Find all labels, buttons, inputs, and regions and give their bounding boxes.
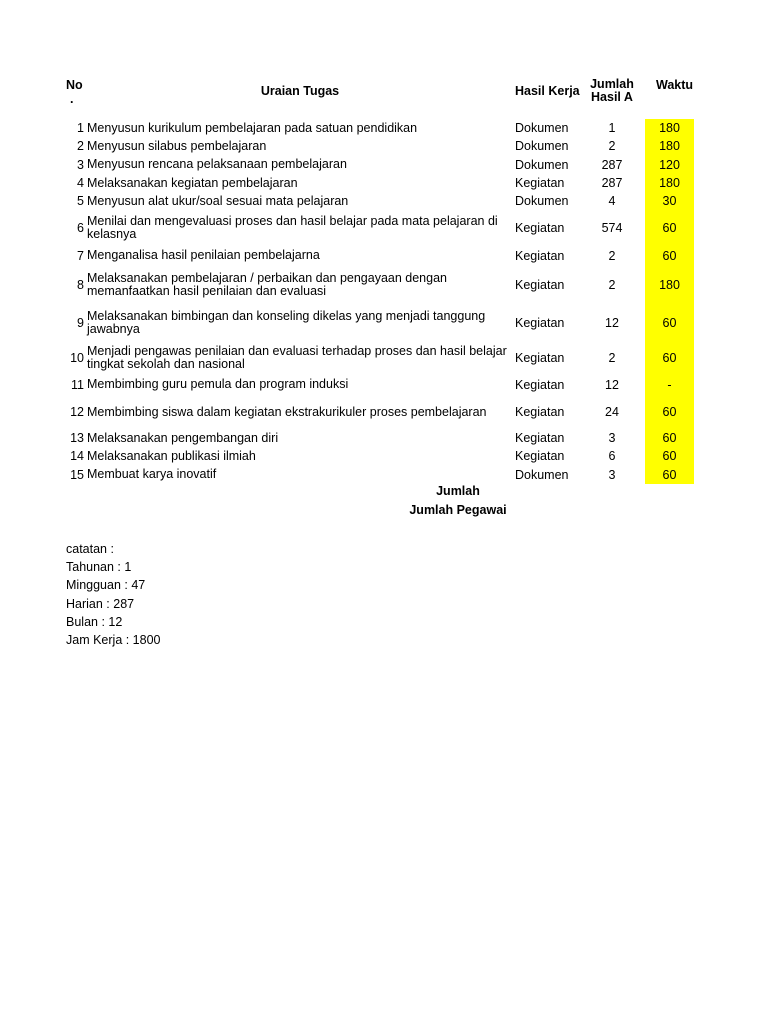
notes-jam-kerja: Jam Kerja : 1800	[66, 633, 161, 648]
row-waktu: 60	[645, 341, 694, 374]
row-waktu: 60	[645, 246, 694, 265]
table-row	[0, 429, 768, 447]
notes-mingguan: Mingguan : 47	[66, 578, 146, 593]
row-hasil-kerja: Kegiatan	[515, 277, 565, 292]
row-hasil-kerja: Kegiatan	[515, 221, 565, 235]
row-uraian: Melaksanakan publikasi ilmiah	[87, 448, 256, 463]
row-waktu: 180	[645, 265, 694, 304]
row-waktu: 180	[645, 119, 694, 137]
table-row	[0, 192, 768, 210]
row-waktu: 60	[645, 447, 694, 465]
row-uraian: Menyusun kurikulum pembelajaran pada satuan pendidikan	[87, 120, 418, 135]
row-jumlah: 2	[608, 248, 616, 263]
row-waktu: 180	[645, 174, 694, 192]
row-hasil-kerja: Dokumen	[515, 194, 569, 208]
table-row	[0, 210, 768, 246]
row-waktu: 180	[645, 137, 694, 155]
row-no: 9	[77, 315, 84, 330]
table-row	[0, 155, 768, 174]
table-row	[0, 341, 768, 374]
row-hasil-kerja: Kegiatan	[515, 377, 565, 392]
row-hasil-kerja: Kegiatan	[515, 315, 565, 330]
row-hasil-kerja: Kegiatan	[515, 176, 565, 190]
header-no	[62, 78, 90, 106]
row-jumlah: 574	[601, 221, 623, 235]
row-hasil-kerja: Dokumen	[515, 467, 569, 482]
row-hasil-kerja: Kegiatan	[515, 449, 565, 463]
row-hasil-kerja: Kegiatan	[515, 248, 565, 263]
table-row	[0, 265, 768, 304]
row-waktu: 60	[645, 304, 694, 341]
header-hasil-kerja: Hasil Kerja	[515, 84, 580, 98]
row-no: 13	[70, 431, 84, 445]
row-waktu: 60	[645, 465, 694, 484]
header-no-label: No	[66, 78, 83, 92]
table-row	[0, 374, 768, 395]
table-row	[0, 174, 768, 192]
header-waktu: Waktu	[656, 78, 694, 92]
notes-bulan: Bulan : 12	[66, 614, 123, 629]
row-waktu: 60	[645, 210, 694, 246]
table-row	[0, 137, 768, 155]
row-jumlah: 4	[608, 194, 616, 208]
row-no: 3	[77, 157, 84, 172]
header-jumlah-line1: Jumlah	[590, 77, 634, 91]
header-no-dot: .	[70, 92, 74, 106]
row-uraian: Menyusun alat ukur/soal sesuai mata pelajaran	[87, 193, 349, 208]
row-uraian: Menyusun rencana pelaksanaan pembelajaran	[87, 157, 347, 171]
row-no: 5	[77, 194, 84, 208]
row-jumlah: 24	[605, 405, 619, 419]
notes-tahunan: Tahunan : 1	[66, 560, 132, 575]
header-uraian: Uraian Tugas	[260, 84, 340, 98]
header-jumlah-line2: Hasil A	[591, 90, 633, 104]
row-no: 1	[77, 121, 84, 135]
row-uraian: Menjadi pengawas penilaian dan evaluasi terhadap proses dan hasil belajar tingkat sekolah dan nasional	[87, 343, 507, 371]
row-no: 10	[70, 350, 84, 365]
row-uraian: Melaksanakan pengembangan diri	[87, 430, 279, 445]
total-jumlah-pegawai-label: Jumlah Pegawai	[409, 503, 507, 517]
table-row	[0, 246, 768, 265]
row-jumlah: 3	[608, 467, 616, 482]
row-waktu: 30	[645, 192, 694, 210]
row-no: 12	[70, 405, 84, 419]
row-no: 8	[77, 277, 84, 292]
row-jumlah: 287	[601, 176, 623, 190]
row-hasil-kerja: Dokumen	[515, 121, 569, 135]
row-uraian: Menilai dan mengevaluasi proses dan hasil belajar pada mata pelajaran di kelasnya	[87, 214, 498, 241]
table-row	[0, 447, 768, 465]
row-jumlah: 3	[608, 431, 616, 445]
row-no: 2	[77, 139, 84, 153]
row-jumlah: 1	[608, 121, 616, 135]
row-uraian: Membuat karya inovatif	[87, 467, 217, 481]
table-row	[0, 304, 768, 341]
header-jumlah-hasil	[583, 78, 641, 104]
row-uraian: Melaksanakan pembelajaran / perbaikan dan pengayaan dengan memanfaatkan hasil penilaian dan evaluasi	[87, 270, 447, 298]
row-uraian: Melaksanakan kegiatan pembelajaran	[87, 175, 298, 190]
row-no: 6	[77, 221, 84, 235]
row-uraian: Membimbing siswa dalam kegiatan ekstrakurikuler proses pembelajaran	[87, 404, 487, 419]
notes-section	[66, 540, 161, 649]
row-hasil-kerja: Dokumen	[515, 139, 569, 153]
row-hasil-kerja: Kegiatan	[515, 350, 565, 365]
row-hasil-kerja: Kegiatan	[515, 431, 565, 445]
row-no: 14	[70, 449, 84, 463]
row-uraian: Menyusun silabus pembelajaran	[87, 138, 267, 153]
row-no: 7	[77, 248, 84, 263]
row-jumlah: 12	[605, 315, 619, 330]
row-no: 11	[71, 377, 84, 392]
row-no: 15	[70, 467, 84, 482]
row-uraian: Melaksanakan bimbingan dan konseling dikelas yang menjadi tanggung jawabnya	[87, 308, 486, 336]
table-row	[0, 119, 768, 137]
row-hasil-kerja: Kegiatan	[515, 405, 565, 419]
table-row	[0, 395, 768, 429]
row-no: 4	[77, 176, 84, 190]
row-jumlah: 287	[601, 157, 623, 172]
notes-harian: Harian : 287	[66, 596, 135, 611]
row-uraian: Membimbing guru pemula dan program induksi	[87, 377, 349, 391]
row-waktu: 60	[645, 395, 694, 429]
row-jumlah: 2	[608, 277, 616, 292]
row-jumlah: 6	[608, 449, 616, 463]
row-waktu: 120	[645, 155, 694, 174]
row-jumlah: 12	[605, 377, 619, 392]
row-jumlah: 2	[608, 350, 616, 365]
total-jumlah-label: Jumlah	[436, 484, 480, 498]
row-waktu: -	[645, 374, 694, 395]
row-waktu: 60	[645, 429, 694, 447]
row-jumlah: 2	[608, 139, 616, 153]
table-header	[0, 76, 768, 112]
notes-title: catatan :	[66, 542, 114, 556]
row-uraian: Menganalisa hasil penilaian pembelajarna	[87, 248, 320, 262]
row-hasil-kerja: Dokumen	[515, 157, 569, 172]
table-row	[0, 465, 768, 484]
